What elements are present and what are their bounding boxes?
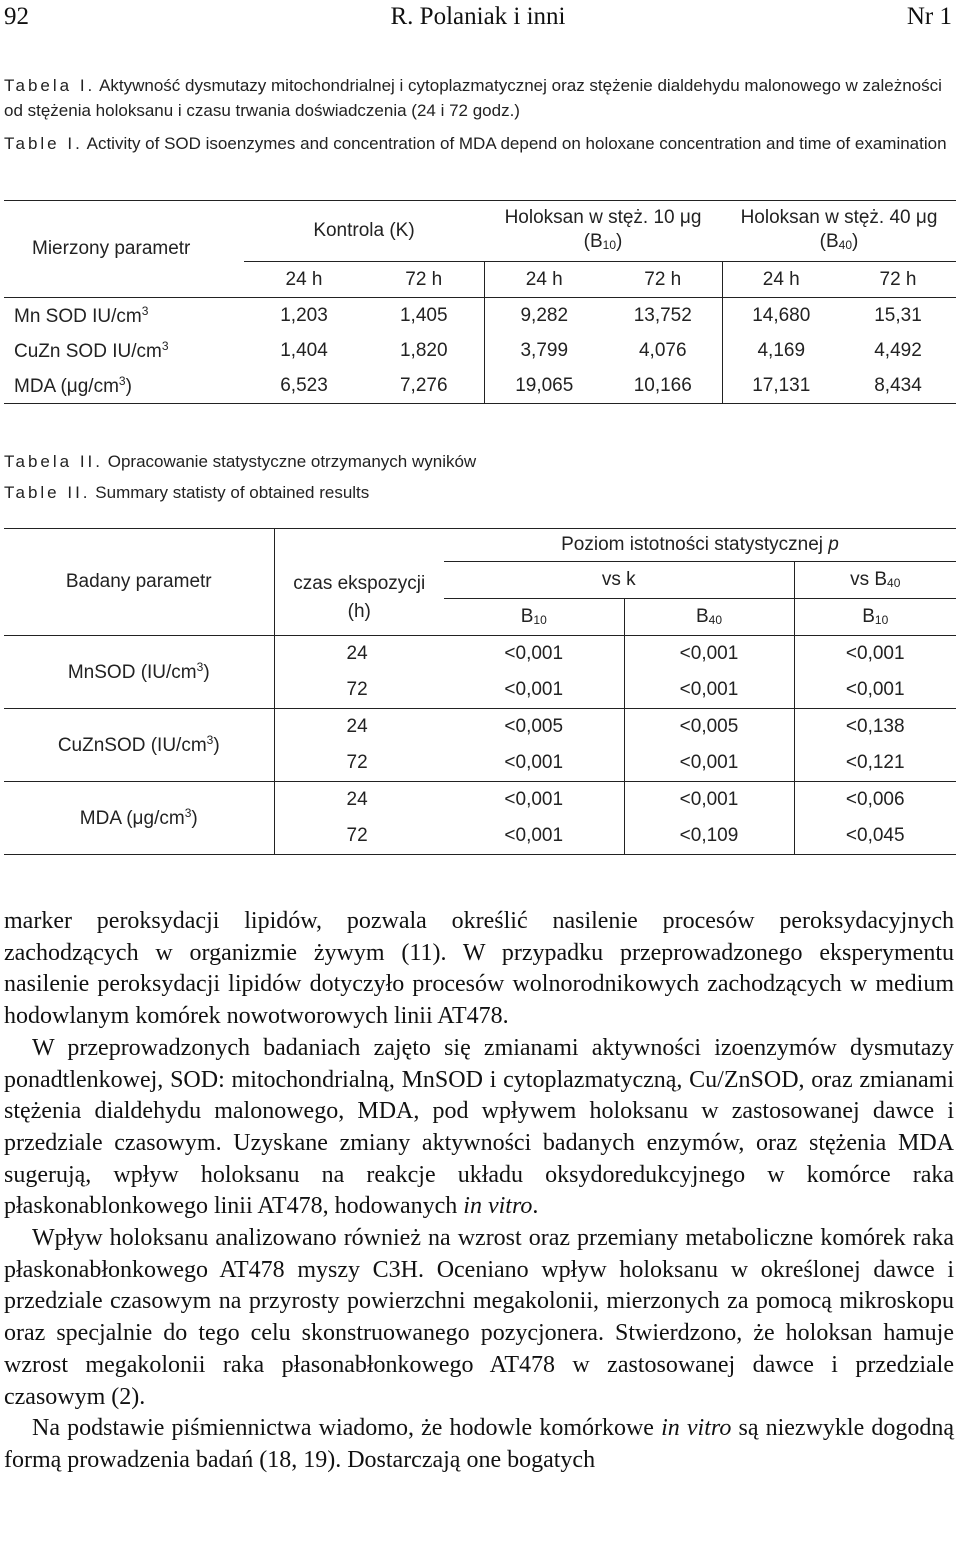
table1-header-b40-sub: 40 [838, 237, 853, 252]
table2-group-label-suffix: ) [191, 808, 198, 829]
table-cell: 4,076 [604, 333, 722, 368]
table2-group-label-text: CuZnSOD (IU/cm [57, 735, 207, 756]
table-cell: <0,001 [845, 679, 905, 700]
table1-row-label-text: Mn SOD IU/cm [14, 305, 142, 327]
table1-row-label [4, 333, 244, 368]
body-text [4, 906, 954, 1477]
table2-header-vs-b40-text: vs B [850, 569, 888, 590]
table2-caption-pl-label: Tabela II. [4, 452, 103, 471]
table-row [4, 298, 956, 334]
table2-group-label-sup: 3 [196, 660, 204, 674]
table1-caption-en-label: Table I. [4, 134, 83, 153]
table-cell: <0,001 [444, 818, 624, 855]
table2-header-p-italic: p [828, 534, 839, 555]
table-cell: 17,131 [752, 374, 811, 396]
table2-subheader-b10-text: B [520, 606, 534, 627]
table-cell: 1,405 [364, 298, 484, 334]
table1-row-label-sup: 3 [141, 303, 149, 318]
table1-header-b10-close: ) [616, 230, 623, 252]
table-cell: 14,680 [752, 304, 811, 326]
paragraph-4-text: Na podstawie piśmiennictwa wiadomo, że hodowle komórkowe [32, 1415, 662, 1442]
table2-header-p [444, 529, 956, 562]
table2-subheader-b10 [444, 599, 624, 636]
table-row [4, 636, 956, 673]
table-cell: 19,065 [515, 374, 574, 396]
table1-caption-pl [4, 73, 954, 123]
table-cell: 7,276 [364, 368, 484, 404]
table2-header-time-line2: (h) [347, 601, 371, 623]
table2-group-label-suffix: ) [203, 662, 210, 683]
table1-row-label-sup: 3 [161, 338, 169, 353]
table-cell: <0,001 [845, 643, 905, 664]
table2-header-time-line1: czas ekspozycji [293, 573, 426, 595]
table1-row-label-sup: 3 [118, 373, 126, 388]
table-cell: 4,492 [874, 339, 922, 361]
table1-header-b10 [484, 201, 722, 262]
table1-header-param: Mierzony parametr [32, 238, 191, 259]
paragraph-2 [4, 1033, 954, 1223]
table1-header-b10-sub: 10 [602, 237, 617, 252]
paragraph-1: marker peroksydacji lipidów, pozwala określić nasilenie procesów peroksydacyjnych zachodzących w organizmie żywym (11). W przypadku przeprowadzonego eksperymentu nasilenie peroksydacji lipidów dotyczyło procesów wolnorodnikowych zachodzących w medium hodowlanym komórek nowotworowych linii AT478. [4, 908, 954, 1030]
table2-group-label-sup: 3 [184, 806, 192, 820]
table2-group-label-text: MnSOD (IU/cm [67, 662, 197, 683]
table1-time-header: 24 h [484, 262, 604, 298]
paragraph-4-italic: in vitro [661, 1415, 732, 1442]
table2-caption-en-label: Table II. [4, 483, 91, 502]
table2-header-vs-b40-sub: 40 [887, 576, 901, 590]
table1-time-header: 72 h [364, 262, 484, 298]
table2-subheader-b10b-text: B [862, 606, 875, 627]
table2-group-label-sup: 3 [206, 733, 214, 747]
table1-time-header: 24 h [244, 262, 364, 298]
table1-header-b10-line2: (B [583, 230, 603, 252]
paragraph-4-end: są niezwykle dogodną formą prowadzenia badań (18, 19). Dostarczają one bogatych [4, 1415, 955, 1473]
table-row [4, 782, 956, 819]
table-cell: <0,001 [444, 745, 624, 782]
table-cell: <0,001 [444, 636, 624, 673]
paragraph-2-italic: in vitro [463, 1193, 533, 1220]
table1-header-b40 [722, 201, 956, 262]
table-cell: 3,799 [520, 339, 569, 361]
table2-subheader-b10-vs-b40 [794, 599, 956, 636]
table-cell: <0,001 [624, 745, 794, 782]
table-cell: 8,434 [874, 374, 922, 396]
table-cell: <0,005 [624, 709, 794, 746]
table2-group-label [4, 709, 274, 782]
table-row [4, 709, 956, 746]
table2-time-cell: 72 [346, 679, 368, 700]
table-cell: <0,001 [444, 782, 624, 819]
table1-caption-pl-label: Tabela I. [4, 76, 96, 95]
running-title: R. Polaniak i inni [390, 3, 566, 30]
table2-header-time [274, 562, 444, 636]
table1-time-header: 72 h [604, 262, 722, 298]
table2-time-cell: 72 [346, 752, 368, 773]
table-cell: 1,203 [280, 304, 328, 326]
table2-subheader-b40 [624, 599, 794, 636]
table-row [4, 333, 956, 368]
table1-time-header: 24 h [722, 262, 840, 298]
table-cell: <0,001 [444, 672, 624, 709]
table1-header-b40-line2: (B [819, 230, 839, 252]
paragraph-2-text: W przeprowadzonych badaniach zajęto się zmianami aktywności izoenzymów dysmutazy ponadtlenkowej, SOD: mitochondrialną, MnSOD i cytoplazmatyczną, Cu/ZnSOD, oraz zmianami stężenia dialdehydu malonowego, MDA, pod wpływem holoksanu w zastosowanej dawce i przedziale czasowym. Uzyskane zmiany aktywności badanych enzymów, oraz stężenia MDA sugerują, wpływ holoksanu na reakcje układu oksydoredukcyjnego w komórce raka płaskonablonkowego linii AT478, hodowanych [4, 1034, 954, 1220]
table2-caption-pl [4, 449, 954, 474]
page-number: 92 [4, 3, 29, 30]
table2-time-cell: 72 [346, 825, 368, 846]
table-cell: <0,045 [845, 825, 905, 846]
table-cell: 1,820 [364, 333, 484, 368]
issue-number: Nr 1 [906, 3, 952, 30]
table1-header-b40-line1: Holoksan w stęż. 40 μg [740, 206, 938, 228]
table1-caption-en-text: Activity of SOD isoenzymes and concentration of MDA depend on holoxane concentration and time of examination [86, 134, 947, 153]
table-cell: <0,138 [845, 716, 905, 737]
table1 [4, 200, 956, 404]
table2-group-label [4, 636, 274, 709]
table2-subheader-b40-text: B [695, 606, 709, 627]
table1-header-b40-close: ) [852, 230, 859, 252]
table-cell: 6,523 [280, 374, 328, 396]
table1-caption-pl-text: Aktywność dysmutazy mitochondrialnej i cytoplazmatycznej oraz stężenie dialdehydu malonowego w zależności od stężenia holoksanu i czasu trwania doświadczenia (24 i 72 godz.) [4, 76, 942, 120]
table1-time-header: 72 h [840, 262, 956, 298]
table-cell: 4,169 [757, 339, 806, 361]
table2-caption-pl-text: Opracowanie statystyczne otrzymanych wyników [107, 452, 477, 471]
table2-time-cell: 24 [346, 643, 368, 664]
table-cell: <0,005 [444, 709, 624, 746]
table2-time-cell: 24 [346, 716, 368, 737]
table2-header-vs-b40 [794, 562, 956, 599]
table-row [4, 368, 956, 404]
table-cell: <0,001 [624, 782, 794, 819]
paragraph-4 [4, 1413, 954, 1476]
paragraph-3: Wpływ holoksanu analizowano również na wzrost oraz przemiany metaboliczne komórek raka płaskonabłonkowego AT478 myszy C3H. Oceniano wpływ holoksanu w określonej dawce i przedziale czasowym na przyrosty powierzchni megakolonii, mierzonych za pomocą mikroskopu oraz specjalnie do tego celu skonstruowanego pozycjonera. Stwierdzono, że holoksan hamuje wzrost megakolonii raka płasonabłonkowego AT478 w zastosowanej dawce i przedziale czasowym (2). [4, 1225, 954, 1410]
table2-group-label [4, 782, 274, 855]
table1-row-label-text: CuZn SOD IU/cm [14, 340, 162, 362]
table-cell: 1,404 [280, 339, 328, 361]
table-cell: 10,166 [604, 368, 722, 404]
table-cell: 13,752 [604, 298, 722, 334]
table2-group-label-suffix: ) [213, 735, 220, 756]
table-cell: <0,001 [624, 672, 794, 709]
table2-subheader-b40-sub: 40 [708, 613, 723, 627]
table1-row-label-text: MDA (μg/cm [14, 375, 119, 397]
table-cell: <0,121 [845, 752, 905, 773]
table2-caption-en [4, 480, 954, 505]
table1-caption-en [4, 131, 954, 156]
table2-time-cell: 24 [346, 789, 368, 810]
table2-subheader-b10b-sub: 10 [874, 613, 889, 627]
table-cell: 9,282 [520, 304, 569, 326]
table-cell: 15,31 [874, 304, 922, 326]
table-cell: <0,109 [624, 818, 794, 855]
table1-row-label-suffix: ) [125, 375, 132, 397]
table2-header-p-text: Poziom istotności statystycznej [561, 534, 829, 555]
paragraph-2-end: . [532, 1193, 539, 1220]
table2-subheader-b10-sub: 10 [533, 613, 547, 627]
table1-header-control: Kontrola (K) [313, 220, 415, 241]
page-header [4, 0, 952, 34]
table1-header-b10-line1: Holoksan w stęż. 10 μg [504, 206, 702, 228]
table1-row-label [4, 368, 244, 404]
table2-header-vs-k: vs k [444, 562, 794, 599]
table2-caption-en-text: Summary statisty of obtained results [95, 483, 370, 502]
table2 [4, 528, 956, 855]
table-cell: <0,001 [624, 636, 794, 673]
table-cell: <0,006 [845, 789, 905, 810]
table2-group-label-text: MDA (μg/cm [79, 808, 185, 829]
table1-row-label [4, 298, 244, 334]
table2-header-param: Badany parametr [4, 529, 274, 636]
